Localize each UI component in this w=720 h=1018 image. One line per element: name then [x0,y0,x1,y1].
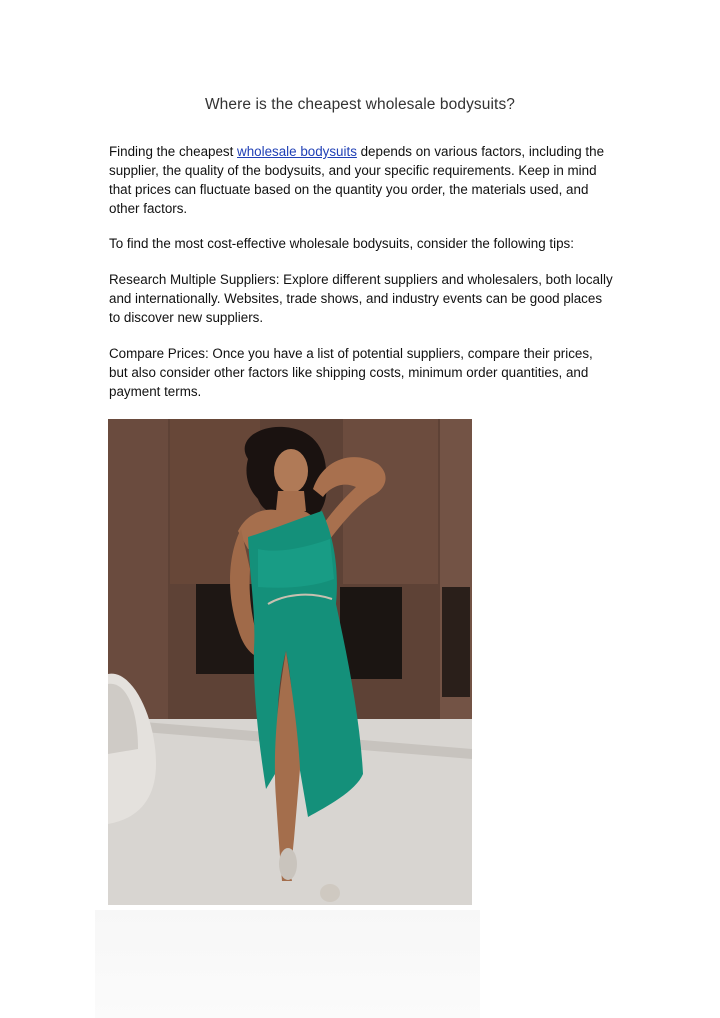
faded-image-placeholder [95,910,480,1018]
paragraph-intro [109,142,614,218]
paragraph-research-suppliers: Research Multiple Suppliers: Explore different suppliers and wholesalers, both locally and internationally. Websites, trade shows, and industry events can be good places to discover new suppliers. [109,272,613,325]
page-title: Where is the cheapest wholesale bodysuits? [204,96,516,113]
product-photo [108,419,472,905]
paragraph-tips-intro: To find the most cost-effective wholesale bodysuits, consider the following tips: [109,236,574,251]
paragraph-intro-end: depends on various factors, including the supplier, the quality of the bodysuits, and your specific requirements. Keep in mind that prices can fluctuate based on the quantity you order, the materials used, and other factors. [109,144,605,216]
paragraph-intro-start: Finding the cheapest [109,144,238,159]
paragraph-compare-prices: Compare Prices: Once you have a list of potential suppliers, compare their prices, but also consider other factors like shipping costs, minimum order quantities, and payment terms. [109,346,593,399]
model-green-dress-image [108,419,472,905]
wholesale-bodysuits-link[interactable]: wholesale bodysuits [237,144,357,159]
